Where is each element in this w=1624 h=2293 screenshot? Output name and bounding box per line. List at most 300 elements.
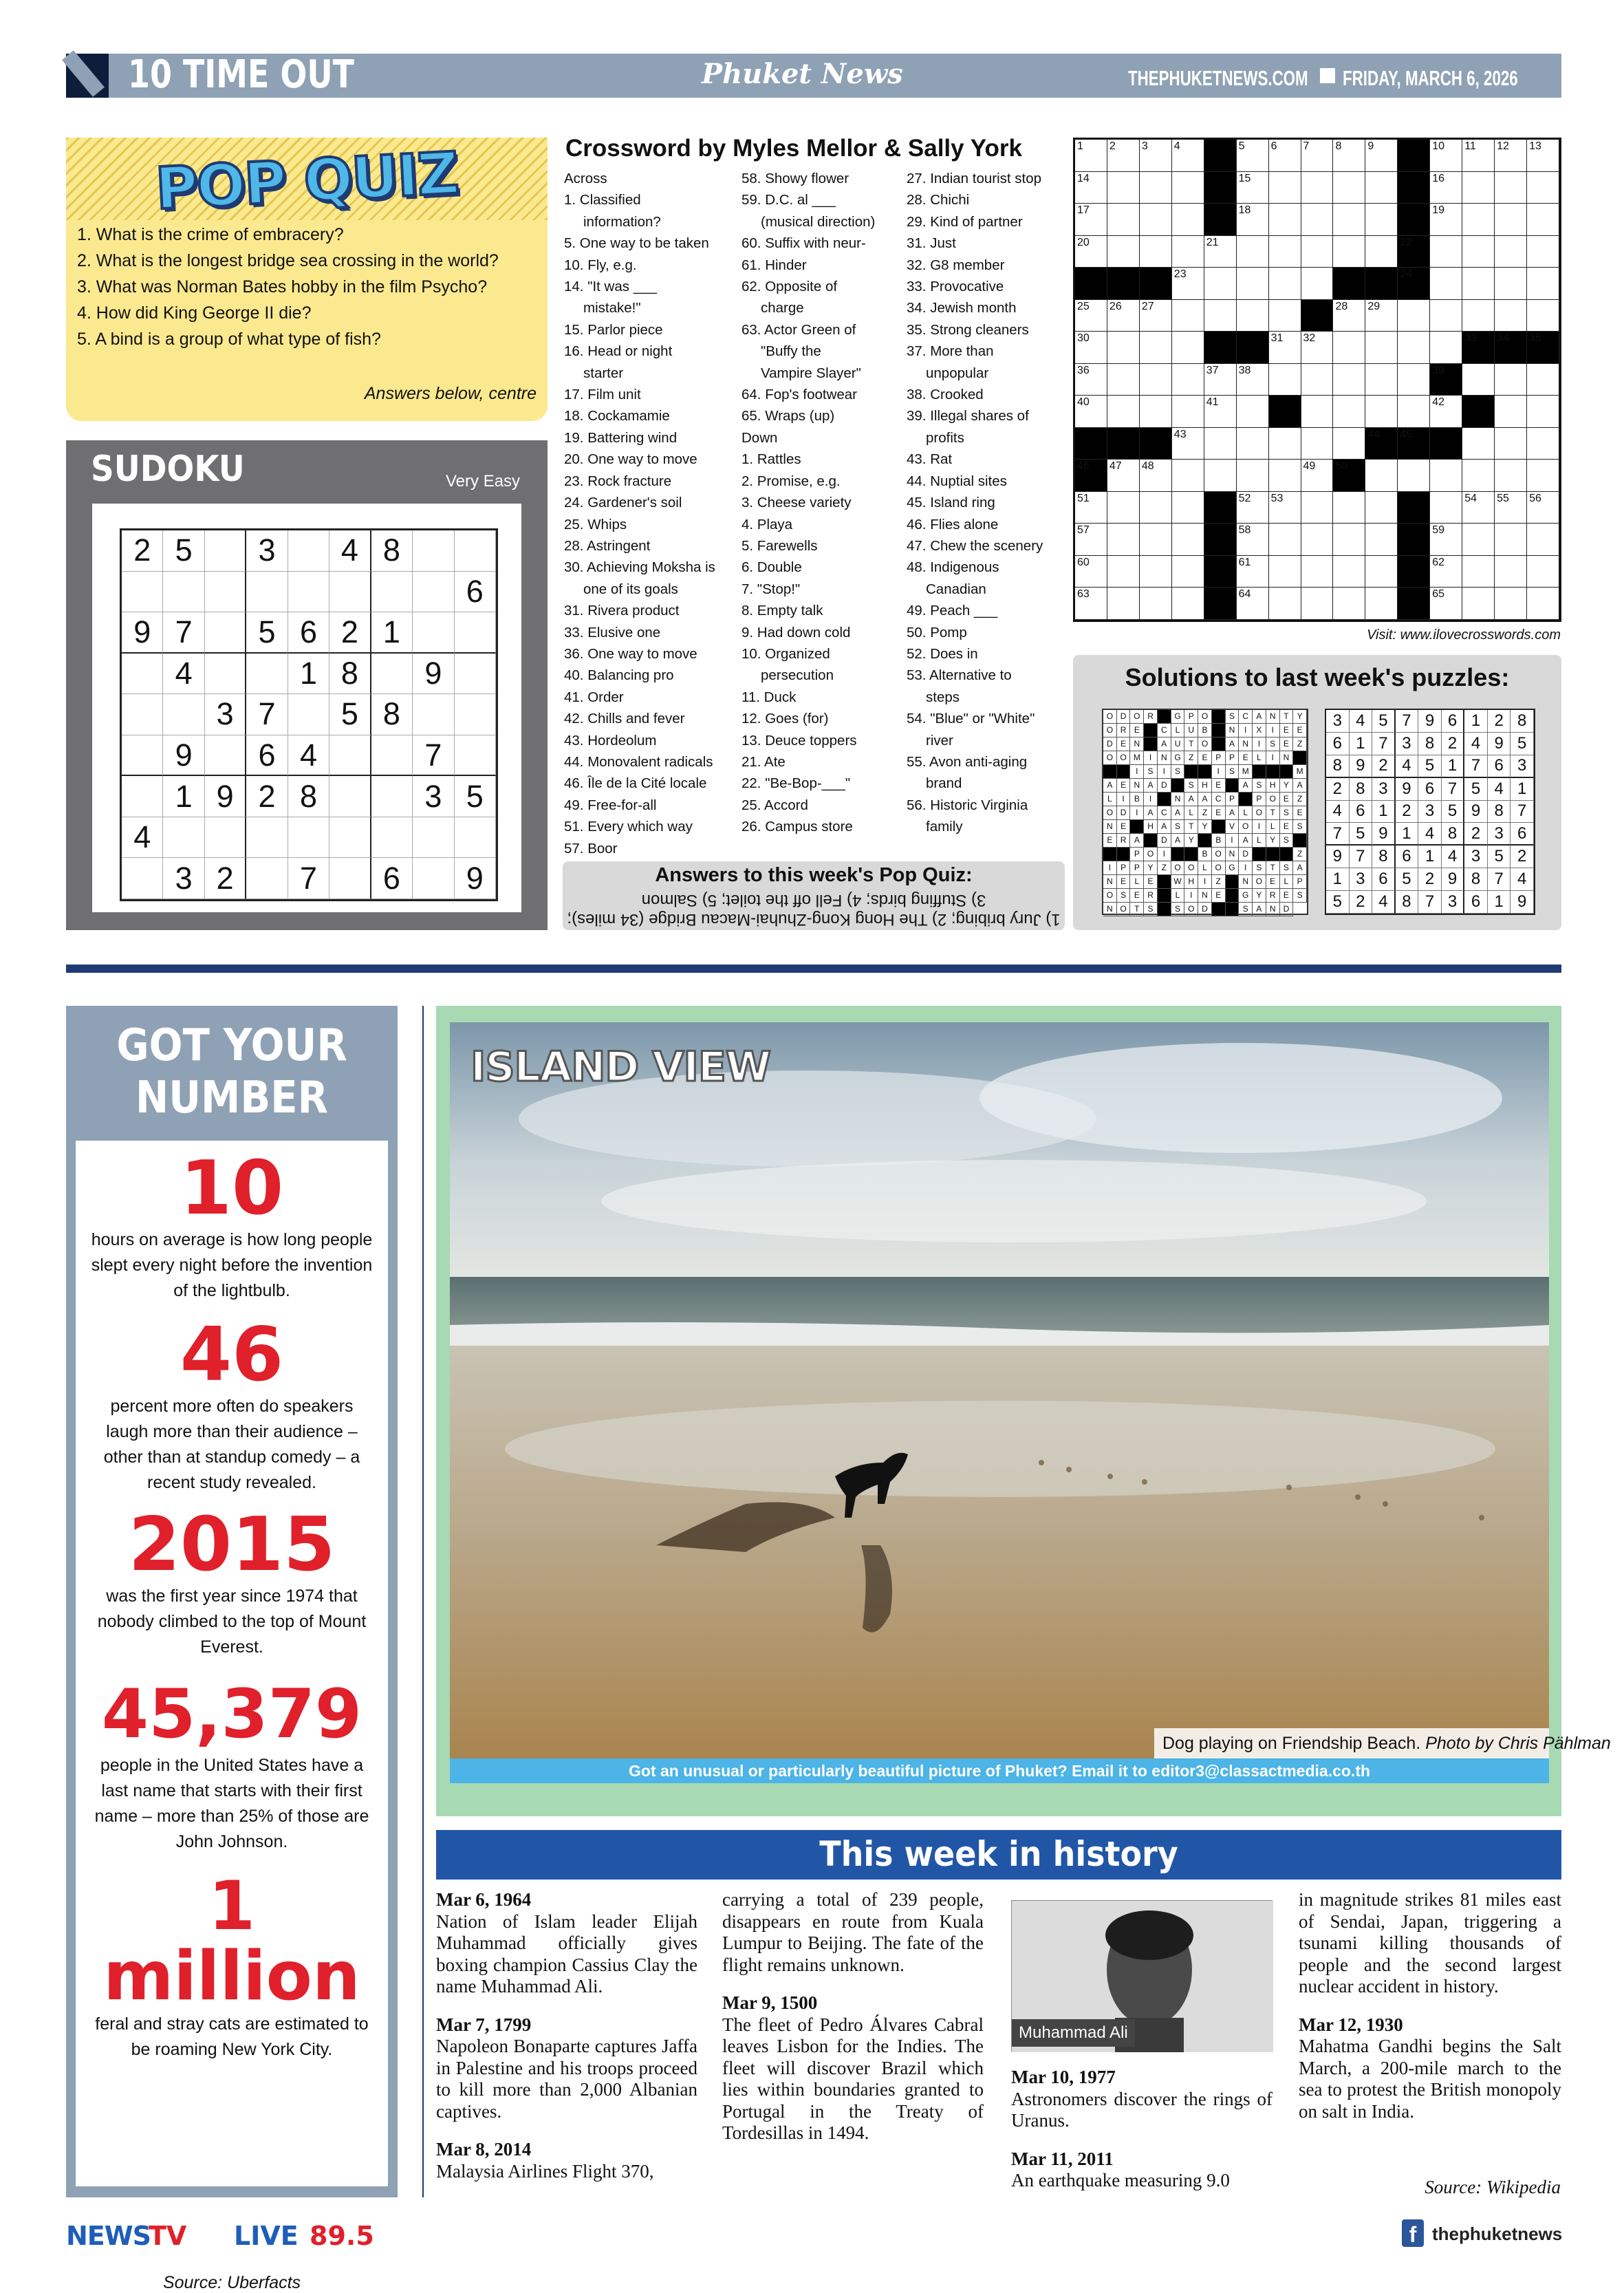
clue-number: 31 [1270, 332, 1284, 345]
clue-number: 39 [1432, 364, 1445, 376]
solution-block [1226, 903, 1239, 916]
clue-number: 34 [1497, 332, 1509, 345]
crossword-clue: 8. Empty talk [741, 603, 823, 619]
crossword-clue: (musical direction) [761, 213, 876, 230]
solution-letter: O [1198, 738, 1212, 751]
crossword-block [1204, 140, 1237, 172]
crossword-cell [1462, 268, 1495, 300]
sudoku-cell [246, 858, 288, 899]
solution-digit: 3 [1464, 846, 1488, 868]
crossword-cell [1527, 204, 1559, 236]
sudoku-cell: 2 [122, 530, 163, 572]
solution-letter: A [1158, 738, 1171, 751]
crossword-cell [1172, 556, 1204, 588]
crossword-cell [1204, 364, 1237, 396]
solution-block [1158, 793, 1171, 806]
solution-letter: L [1171, 724, 1185, 738]
crossword-cell [1237, 588, 1269, 620]
history-text: carrying a total of 239 people, disappears en route from Kuala Lumpur to Beijing. The fate of the flight remains unknown. [722, 1889, 984, 1975]
solution-block [1171, 779, 1185, 793]
crossword-clue: 62. Opposite of [741, 279, 838, 295]
crossword-block [1204, 172, 1237, 204]
history-text: Mahatma Gandhi begins the Salt March, a 200-mile march to the sea to protest the British monopoly on salt in India. [1299, 2036, 1561, 2122]
crossword-source-link[interactable]: Visit: www.ilovecrosswords.com [1367, 627, 1561, 643]
sudoku-cell [288, 572, 329, 613]
solution-letter: O [1171, 861, 1185, 875]
beach-dog-photo-svg [450, 1022, 1549, 1783]
crossword-cell [1301, 172, 1334, 204]
crossword-cell [1430, 332, 1462, 364]
solution-letter: I [1198, 875, 1212, 889]
facebook-icon[interactable]: f [1402, 2219, 1424, 2247]
crossword-clue: one of its goals [583, 581, 678, 597]
solution-letter: D [1117, 806, 1131, 820]
crossword-cell [1527, 492, 1559, 524]
solution-letter: I [1130, 765, 1144, 779]
solution-digit: 8 [1464, 868, 1488, 891]
solution-digit: 8 [1488, 801, 1511, 823]
solution-digit: 9 [1396, 778, 1419, 801]
solution-block [1144, 724, 1158, 738]
solution-digit: 6 [1464, 891, 1488, 914]
solution-digit: 8 [1442, 823, 1465, 846]
crossword-cell [1107, 204, 1140, 236]
solution-digit: 2 [1511, 846, 1534, 868]
crossword-clue: family [926, 819, 963, 835]
solution-digit: 5 [1442, 801, 1465, 823]
fact-item [76, 1867, 388, 2063]
crossword-cell [1430, 524, 1462, 556]
sudoku-cell [413, 817, 454, 859]
crossword-block [1462, 332, 1495, 364]
crossword-cell [1140, 364, 1172, 396]
solution-digit: 1 [1488, 891, 1511, 914]
sudoku-cell: 3 [205, 694, 246, 735]
crossword-cell [1204, 236, 1237, 268]
solution-letter: N [1239, 738, 1253, 751]
solution-letter: O [1253, 875, 1266, 889]
clue-number: 15 [1238, 172, 1251, 184]
solution-block [1226, 889, 1239, 903]
crossword-cell [1495, 236, 1527, 268]
solution-letter: E [1144, 875, 1158, 889]
crossword-clue: 29. Kind of partner [907, 213, 1023, 230]
solution-letter: N [1103, 820, 1117, 834]
crossword-cell [1333, 332, 1365, 364]
solutions-title: Solutions to last week's puzzles: [1125, 663, 1510, 691]
facebook-handle[interactable]: thephuketnews [1432, 2224, 1563, 2244]
solution-letter: I [1158, 848, 1171, 861]
crossword-cell [1365, 364, 1398, 396]
crossword-grid[interactable] [1073, 138, 1561, 622]
solution-digit: 1 [1442, 755, 1465, 778]
crossword-cell [1365, 300, 1398, 332]
solution-digit: 4 [1350, 710, 1373, 733]
solution-letter: L [1239, 806, 1253, 820]
solution-letter: O [1103, 806, 1117, 820]
solution-letter: O [1198, 710, 1212, 724]
crossword-cell [1107, 236, 1140, 268]
clue-number: 19 [1432, 204, 1445, 217]
crossword-clue: 43. Hordeolum [564, 732, 657, 749]
crossword-clue: 30. Achieving Moksha is [564, 559, 715, 576]
clue-number: 54 [1464, 492, 1477, 504]
solution-letter: S [1171, 765, 1185, 779]
sudoku-cell: 3 [163, 858, 204, 899]
fact-item [76, 1312, 388, 1496]
solution-letter: H [1198, 779, 1212, 793]
crossword-cell [1140, 588, 1172, 620]
solution-block [1103, 848, 1117, 861]
crossword-block [1398, 492, 1430, 524]
crossword-cell [1365, 396, 1398, 428]
solution-digit: 1 [1396, 823, 1419, 846]
tv-logo[interactable]: TV [149, 2221, 187, 2251]
solution-block [1117, 848, 1131, 861]
solution-letter: S [1293, 820, 1307, 834]
solution-letter: A [1239, 834, 1253, 848]
crossword-clue: 33. Elusive one [564, 624, 661, 640]
crossword-cell [1075, 492, 1107, 524]
crossword-block [1398, 268, 1430, 300]
solution-letter: E [1117, 820, 1131, 834]
solution-digit: 1 [1350, 733, 1373, 755]
solution-letter: I [1239, 724, 1253, 738]
crossword-clue: 58. Showy flower [741, 171, 849, 186]
crossword-cell [1495, 524, 1527, 556]
quiz-question-list [77, 222, 539, 352]
crossword-cell [1075, 364, 1107, 396]
crossword-clue: 35. Strong cleaners [907, 321, 1029, 338]
crossword-cell [1430, 492, 1462, 524]
clue-number: 56 [1529, 492, 1541, 504]
crossword-block [1333, 460, 1365, 492]
sudoku-cell [122, 776, 163, 817]
solution-letter: B [1130, 793, 1144, 806]
solution-letter: G [1239, 889, 1253, 903]
crossword-clue: 54. "Blue" or "White" [907, 711, 1035, 727]
sudoku-cell: 6 [246, 735, 288, 777]
crossword-cell [1495, 300, 1527, 332]
solution-digit: 3 [1326, 710, 1350, 733]
crossword-cell [1140, 300, 1172, 332]
solution-letter: H [1266, 779, 1280, 793]
solution-letter: O [1253, 806, 1266, 820]
crossword-clue: 12. Goes (for) [741, 711, 829, 727]
crossword-clue: mistake!" [583, 300, 641, 316]
crossword-clue: 25. Whips [564, 516, 627, 532]
solution-letter: A [1198, 793, 1212, 806]
crossword-block [1462, 396, 1495, 428]
crossword-cell [1495, 268, 1527, 300]
solution-letter: S [1293, 889, 1307, 903]
crossword-cell [1204, 300, 1237, 332]
crossword-block [1301, 300, 1334, 332]
solution-letter: L [1130, 875, 1144, 889]
crossword-cell [1237, 364, 1269, 396]
sudoku-cell: 2 [246, 776, 288, 817]
section-marker-icon [66, 54, 109, 98]
crossword-clue: 51. Every which way [564, 819, 693, 835]
crossword-cell [1301, 364, 1334, 396]
clue-number: 62 [1432, 556, 1445, 568]
clue-number: 3 [1141, 140, 1148, 152]
solution-letter: A [1144, 806, 1158, 820]
clue-number: 60 [1077, 556, 1090, 568]
history-text: The fleet of Pedro Álvares Cabral leaves Lisbon for the Indies. The fleet will discover Brazil which lies within boundaries granted to Portugal in the Treaty of Tordesillas in 1494. [722, 2014, 984, 2143]
sudoku-cell: 4 [288, 735, 329, 777]
solution-letter: U [1184, 724, 1198, 738]
crossword-cell [1107, 588, 1140, 620]
crossword-clue: 47. Chew the scenery [907, 537, 1043, 554]
facts-source: Source: Uberfacts [162, 2273, 301, 2292]
crossword-cell [1462, 300, 1495, 332]
crossword-cell [1237, 236, 1269, 268]
clue-number: 59 [1432, 524, 1445, 537]
solution-block [1253, 848, 1266, 861]
clue-number: 36 [1077, 364, 1090, 376]
quiz-question: 1. What is the crime of embracery? [77, 225, 344, 244]
fact-item [76, 1502, 388, 1660]
sudoku-cell: 8 [371, 530, 413, 572]
clue-column-2 [741, 168, 875, 838]
sudoku-cell: 7 [288, 858, 329, 899]
solution-letter: L [1253, 751, 1266, 765]
solution-digit: 5 [1488, 846, 1511, 868]
solution-letter: L [1171, 889, 1185, 903]
crossword-cell [1430, 268, 1462, 300]
crossword-cell [1075, 204, 1107, 236]
photo-submission-bar[interactable]: Got an unusual or particularly beautiful picture of Phuket? Email it to editor3@classactmedia.co.th [450, 1758, 1549, 1783]
clue-number: 2 [1109, 140, 1116, 152]
crossword-cell [1172, 332, 1204, 364]
solution-letter: E [1130, 889, 1144, 903]
crossword-clue: 5. Farewells [741, 537, 818, 554]
solution-block [1198, 765, 1212, 779]
solution-letter: I [1117, 793, 1131, 806]
crossword-cell [1301, 268, 1334, 300]
crossword-cell [1301, 396, 1334, 428]
solution-letter: I [1266, 724, 1280, 738]
solution-letter: O [1212, 848, 1226, 861]
crossword-cell [1495, 140, 1527, 172]
solution-digit: 1 [1464, 710, 1488, 733]
crossword-clue: 36. One way to move [564, 645, 697, 662]
crossword-cell [1527, 556, 1559, 588]
crossword-cell [1107, 140, 1140, 172]
solution-digit: 8 [1326, 755, 1350, 778]
sudoku-cell [205, 735, 246, 777]
crossword-cell [1527, 172, 1559, 204]
crossword-cell [1527, 236, 1559, 268]
clue-number: 16 [1432, 172, 1445, 184]
photo-credit: Photo by Chris Pählman [1425, 1734, 1611, 1753]
solution-letter: A [1226, 806, 1239, 820]
solution-letter: L [1198, 861, 1212, 875]
crossword-cell [1430, 556, 1462, 588]
crossword-cell [1237, 140, 1269, 172]
sudoku-solution-grid [1325, 709, 1535, 915]
crossword-clue: information? [583, 213, 661, 230]
pop-quiz-answers-box [563, 861, 1065, 930]
crossword-clue: 34. Jewish month [907, 300, 1017, 316]
crossword-cell [1398, 332, 1430, 364]
solution-letter: A [1253, 903, 1266, 916]
solution-block [1103, 765, 1117, 779]
crossword-clue: 19. Battering wind [564, 429, 678, 446]
history-date: Mar 8, 2014 [436, 2139, 532, 2160]
crossword-cell [1269, 556, 1301, 588]
crossword-clue: 2. Promise, e.g. [741, 473, 841, 489]
crossword-clue: 26. Campus store [741, 819, 853, 835]
crossword-clue: brand [926, 775, 962, 792]
crossword-cell [1269, 268, 1301, 300]
crossword-cell [1527, 364, 1559, 396]
solution-letter: I [1130, 806, 1144, 820]
fact-text: percent more often do speakers laugh more than their audience – other than at standup comedy – a recent study revealed. [103, 1397, 360, 1492]
crossword-cell [1172, 268, 1204, 300]
solution-digit: 3 [1442, 891, 1465, 914]
solution-letter: H [1144, 820, 1158, 834]
clue-number: 58 [1238, 524, 1251, 537]
crossword-cell [1075, 524, 1107, 556]
crossword-clue: 49. Peach ___ [907, 603, 998, 619]
sudoku-cell: 9 [122, 612, 163, 654]
solution-letter: P [1226, 793, 1239, 806]
clue-number: 43 [1173, 428, 1187, 440]
crossword-cell [1204, 428, 1237, 460]
solution-block [1293, 834, 1307, 848]
sudoku-grid[interactable] [120, 528, 498, 901]
solution-letter: W [1171, 875, 1185, 889]
sudoku-cell: 9 [413, 654, 454, 695]
clue-number: 51 [1077, 492, 1090, 504]
solution-letter: D [1239, 848, 1253, 861]
solution-letter: O [1103, 710, 1117, 724]
clue-number: 57 [1077, 524, 1090, 537]
crossword-cell [1172, 460, 1204, 492]
solution-letter: P [1253, 793, 1266, 806]
fact-number: 2015 [128, 1502, 336, 1588]
news-logo[interactable]: NEWS [66, 2221, 151, 2251]
solution-letter: E [1130, 724, 1144, 738]
clue-number: 53 [1270, 492, 1284, 504]
history-date: Mar 11, 2011 [1011, 2148, 1114, 2169]
clue-number: 24 [1400, 268, 1413, 281]
clue-number: 8 [1335, 140, 1342, 152]
sudoku-cell [122, 858, 163, 899]
crossword-cell [1140, 492, 1172, 524]
crossword-cell [1237, 460, 1269, 492]
sudoku-panel [66, 440, 548, 930]
solution-digit: 4 [1442, 846, 1465, 868]
crossword-cell [1140, 332, 1172, 364]
solution-letter: T [1266, 806, 1280, 820]
crossword-cell [1365, 460, 1398, 492]
crossword-cell [1333, 140, 1365, 172]
crossword-cell [1269, 492, 1301, 524]
solution-digit: 2 [1488, 710, 1511, 733]
crossword-block [1269, 396, 1301, 428]
sudoku-cell: 5 [329, 694, 371, 735]
sudoku-cell [246, 817, 288, 859]
solution-letter: A [1293, 779, 1307, 793]
crossword-cell [1430, 204, 1462, 236]
solution-letter: Z [1293, 793, 1307, 806]
site-url[interactable]: THEPHUKETNEWS.COM [1128, 66, 1308, 90]
solution-letter: E [1103, 834, 1117, 848]
crossword-clue: 20. One way to move [564, 451, 697, 468]
crossword-cell [1527, 268, 1559, 300]
sudoku-cell [455, 612, 496, 654]
crossword-clue: 23. Rock fracture [564, 473, 672, 489]
solution-digit: 9 [1442, 868, 1465, 891]
solution-letter: I [1253, 738, 1266, 751]
solution-digit: 8 [1418, 733, 1442, 755]
sudoku-cell: 8 [329, 654, 371, 695]
radio-logo[interactable]: LIVE [234, 2221, 299, 2251]
solution-digit: 7 [1511, 801, 1534, 823]
clue-number: 49 [1303, 460, 1316, 473]
solution-letter: A [1130, 834, 1144, 848]
crossword-block [1398, 204, 1430, 236]
crossword-cell [1430, 460, 1462, 492]
solution-letter: H [1184, 875, 1198, 889]
crossword-cell [1075, 140, 1107, 172]
solution-letter: I [1144, 793, 1158, 806]
crossword-cell [1495, 204, 1527, 236]
crossword-cell [1462, 140, 1495, 172]
crossword-clue: 22. "Be-Bop-___" [741, 775, 851, 792]
sudoku-cell: 9 [455, 858, 496, 899]
solution-digit: 5 [1418, 755, 1442, 778]
crossword-cell [1237, 428, 1269, 460]
crossword-cell [1075, 236, 1107, 268]
clue-number: 32 [1303, 332, 1316, 345]
solution-letter: X [1253, 724, 1266, 738]
crossword-cell [1172, 396, 1204, 428]
crossword-clue: persecution [761, 667, 834, 684]
crossword-cell [1075, 332, 1107, 364]
solution-letter: I [1266, 751, 1280, 765]
solution-letter: G [1226, 861, 1239, 875]
solution-block [1184, 848, 1198, 861]
crossword-cell [1495, 172, 1527, 204]
crossword-cell [1365, 204, 1398, 236]
history-title: This week in history [819, 1834, 1178, 1874]
crossword-clue: 63. Actor Green of [741, 321, 856, 338]
pop-quiz-logo: POP QUIZ [153, 139, 459, 223]
crossword-block [1398, 556, 1430, 588]
clue-number: 30 [1077, 332, 1090, 345]
solution-digit: 3 [1488, 823, 1511, 846]
solution-letter: P [1293, 875, 1307, 889]
solution-letter: L [1184, 806, 1198, 820]
crossword-cell [1269, 236, 1301, 268]
solution-letter: E [1293, 724, 1307, 738]
solution-digit: 4 [1488, 778, 1511, 801]
history-column-4 [1299, 1889, 1561, 2122]
crossword-cell [1398, 460, 1430, 492]
crossword-block [1398, 588, 1430, 620]
solution-letter: S [1171, 903, 1185, 916]
solution-letter: S [1266, 738, 1280, 751]
solution-block [1117, 765, 1131, 779]
solution-digit: 7 [1488, 868, 1511, 891]
solution-letter: I [1158, 765, 1171, 779]
sudoku-cell: 6 [288, 612, 329, 654]
solution-letter: D [1198, 903, 1212, 916]
